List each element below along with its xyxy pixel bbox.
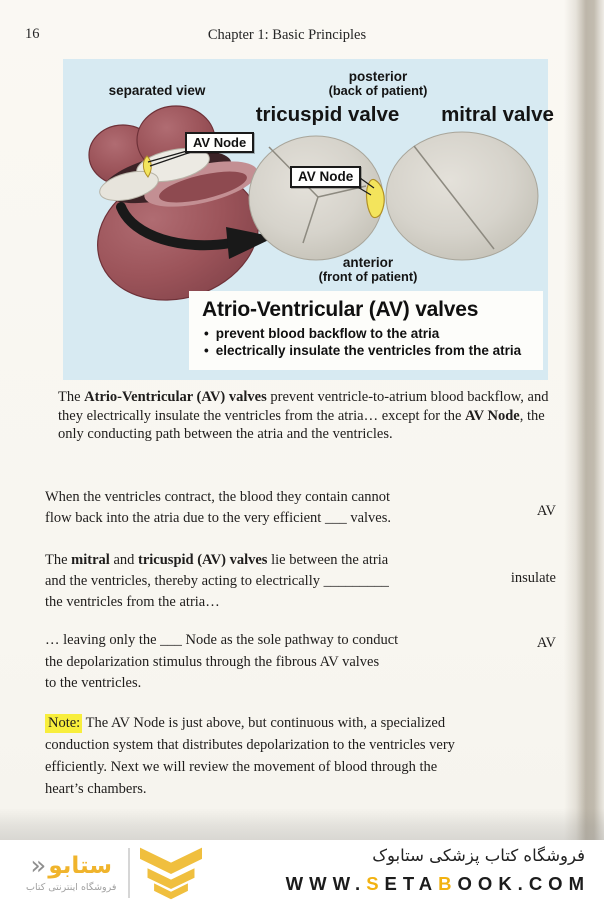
question-1: When the ventricles contract, the blood they contain cannot flow back into the atria due to the very efficient ___ valves. xyxy=(45,489,392,526)
anterior-label: anterior (front of patient) xyxy=(318,255,418,284)
setabook-logo xyxy=(26,845,202,901)
page-bottom-shadow xyxy=(0,808,604,840)
figure-caption-bullet: • electrically insulate the ventricles from the atria xyxy=(204,343,522,358)
bullet-icon: • xyxy=(204,343,209,358)
answer-1: AV xyxy=(536,503,556,519)
logo-tagline-persian: فروشگاه اینترنتی کتاب xyxy=(26,882,117,893)
question-2: The mitral and tricuspid (AV) valves lie between the atria and the ventricles, thereby acting to electrically _________ the ventricles from the atria… xyxy=(45,552,389,610)
bullet-icon: • xyxy=(204,326,209,341)
question-3: … leaving only the ___ Node as the sole pathway to conduct the depolarization stimulus through the fibrous AV valves to the ventricles. xyxy=(45,632,399,691)
bookstore-footer xyxy=(0,840,604,906)
logo-guillemet-icon: « xyxy=(30,851,47,881)
figure-caption-title: Atrio-Ventricular (AV) valves xyxy=(202,298,479,321)
tricuspid-valve-label: tricuspid valve xyxy=(255,103,400,126)
posterior-label: posterior (back of patient) xyxy=(328,69,428,98)
av-node-callout-heart: AV Node xyxy=(185,132,254,153)
answer-3: AV xyxy=(536,635,556,651)
logo-wordmark-persian: ستابو xyxy=(48,853,113,879)
av-node-callout-valves: AV Node xyxy=(290,166,361,188)
website-url: WWW.SETABOOK.COM xyxy=(285,873,590,894)
mitral-valve-circle xyxy=(386,132,538,260)
logo-divider xyxy=(128,848,130,898)
note-paragraph: Note: The AV Node is just above, but continuous with, a specialized conduction system that distributes depolarization to the ventricles very efficiently. Next we will review the movement of blood through the heart’s chambers. xyxy=(45,715,455,797)
mitral-valve-label: mitral valve xyxy=(441,103,554,126)
figure-caption-bullet: • prevent blood backflow to the atria xyxy=(204,326,440,341)
book-spine-shadow xyxy=(564,0,604,840)
page-number: 16 xyxy=(25,26,40,42)
logo-wordmark-block xyxy=(26,853,116,893)
chapter-header: Chapter 1: Basic Principles xyxy=(207,27,367,43)
intro-paragraph: The Atrio-Ventricular (AV) valves prevent ventricle-to-atrium blood backflow, and they electrically insulate the ventricles from the atria… except for the AV Node, the only conducting path between the atria and the ventricles. xyxy=(58,389,549,442)
answer-2: insulate xyxy=(510,570,556,586)
tricuspid-valve-circle xyxy=(249,136,383,260)
store-name-persian: فروشگاه کتاب پزشکی ستابوک xyxy=(372,846,585,865)
av-valves-figure xyxy=(63,59,554,380)
figure-caption-box xyxy=(189,291,543,370)
chevrons-icon xyxy=(140,845,202,901)
separated-view-label: separated view xyxy=(108,83,206,98)
